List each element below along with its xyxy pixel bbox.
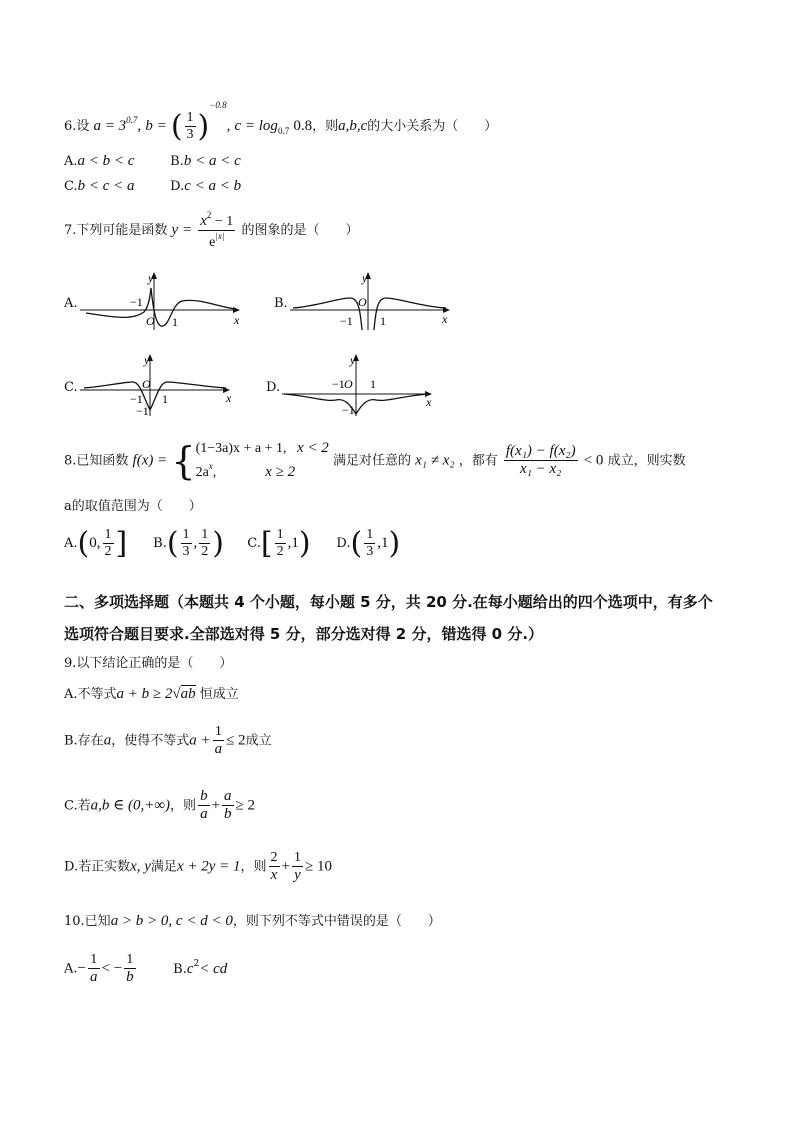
q9-option-a[interactable]: A.不等式a + b ≥ 2√ab 恒成立 xyxy=(64,686,239,702)
svg-text:−1: −1 xyxy=(130,295,143,309)
q10-options xyxy=(64,952,227,986)
svg-text:y: y xyxy=(148,271,154,285)
q8-fraction: $\frac{\text{f(x₁) − f(x₂)}}{\text{x₁ − x₂}}$ xyxy=(505,443,576,478)
q6-b-exp: −0.8 xyxy=(209,100,227,110)
q8-option-b[interactable]: B.( $\frac{1}{3}$ , $\frac{1}{2}$ ) xyxy=(153,526,225,561)
q6-option-b[interactable]: B.b < a < c xyxy=(170,153,241,169)
q9-option-b[interactable]: B.存在a，使得不等式a + $\frac{1}{a}$ ≤ 2成立 xyxy=(64,724,272,758)
q6-c-arg: 0.8 xyxy=(293,118,313,134)
q6-options-row1 xyxy=(64,153,241,170)
section2-heading-line1: 二、多项选择题（本题共 4 个小题，每小题 5 分，共 20 分.在每小题给出的四个选项中，有多个 xyxy=(64,593,713,611)
q6-a-expr: a = 3 xyxy=(93,118,127,134)
q8-stem: 8.已知函数 f(x) = {(1−3a)x + a + 1, x < 2 $2a^x$, x ≥ 2 满足对任意的 x₁ ≠ x₂ ，都有 $\frac{\text{f(x₁) − f(x₂)}}{\text{x₁ − x₂}}$ < 0 成立，则实数 xyxy=(64,438,686,483)
svg-text:−1: −1 xyxy=(136,404,149,418)
q7-lhs: y = xyxy=(171,222,193,239)
svg-text:O: O xyxy=(146,314,155,328)
q8-x-neq: x₁ ≠ x₂ xyxy=(415,452,455,469)
q6-option-c[interactable]: C.b < c < a xyxy=(64,178,135,194)
q9-option-d[interactable]: D.若正实数x, y满足x + 2y = 1，则 $\frac{2}{x}$ + $\frac{1}{y}$ ≥ 10 xyxy=(64,850,332,884)
q7-suffix: 的图象的是（ ） xyxy=(241,223,359,239)
svg-text:−1: −1 xyxy=(342,403,355,417)
svg-text:O: O xyxy=(358,295,367,309)
svg-text:1: 1 xyxy=(162,392,168,406)
q6-c-expr: c = log xyxy=(234,118,278,134)
q8-option-a[interactable]: A.(0, $\frac{1}{2}$ ] xyxy=(64,526,128,561)
q6-option-d[interactable]: D.c < a < b xyxy=(170,178,242,194)
q8-option-d[interactable]: D.( $\frac{1}{3}$ ,1) xyxy=(336,526,401,561)
q8-mid: 满足对任意的 xyxy=(332,453,411,469)
q6-options-row2 xyxy=(64,178,241,195)
svg-text:y: y xyxy=(144,353,150,367)
svg-text:−1: −1 xyxy=(130,392,143,406)
q7-prefix: 7.下列可能是函数 xyxy=(64,223,168,239)
q7-fraction: $\frac{x^2 - 1}{e^{|x|}}$ xyxy=(200,210,234,251)
section2-heading-line2: 选项符合题目要求.全部选对得 5 分，部分选对得 2 分，错选得 0 分.） xyxy=(64,625,544,643)
svg-text:O: O xyxy=(344,377,353,391)
q6-a-exp: 0.7 xyxy=(126,115,138,125)
q6-suffix: 的大小关系为（ ） xyxy=(367,119,498,134)
q6-prefix: 6.设 xyxy=(64,119,90,134)
q8-mid2: ，都有 xyxy=(458,453,498,469)
svg-text:O: O xyxy=(142,377,151,391)
q8-piecewise: (1−3a)x + a + 1, x < 2 $2a^x$, x ≥ 2 xyxy=(195,440,329,480)
q8-options xyxy=(64,526,400,561)
q8-fx: f(x) = xyxy=(132,452,168,469)
q6-stem: 6.设 $a = 3^{0.7}$, b = ( $\frac{1}{3}$ )$^{-0.8}$, $c = \log_{0.7} 0.8$，则a,b,c的大小关系为（ ） xyxy=(64,100,498,144)
svg-text:1: 1 xyxy=(370,377,376,391)
svg-text:y: y xyxy=(362,271,368,285)
q7-graph-c-label[interactable]: C. xyxy=(64,380,78,395)
q6-vars: a,b,c xyxy=(338,118,368,134)
q6-option-a[interactable]: A.a < b < c xyxy=(64,153,135,169)
q8-tail: 成立，则实数 xyxy=(607,453,686,469)
q7-graph-a-label[interactable]: A. xyxy=(64,296,78,311)
q9-option-c[interactable]: C.若a,b ∈ (0,+∞)，则 $\frac{b}{a}$ + $\frac{a}{b}$ ≥ 2 xyxy=(64,788,256,823)
q10-option-a[interactable]: A.− $\frac{1}{a}$ < − $\frac{1}{b}$ xyxy=(64,952,134,986)
svg-text:y: y xyxy=(350,353,356,367)
q8-lt0: < 0 xyxy=(583,452,604,469)
svg-text:−1: −1 xyxy=(332,377,345,391)
q6-stem-text: ，则 xyxy=(312,119,339,134)
q7-stem xyxy=(64,210,358,251)
svg-text:x: x xyxy=(442,312,448,326)
q8-line2: a的取值范围为（ ） xyxy=(64,499,202,514)
q6-c-base: 0.7 xyxy=(277,126,290,136)
q10-stem: 10.已知a > b > 0, c < d < 0，则下列不等式中错误的是（ ） xyxy=(64,913,441,929)
q7-graph-d[interactable] xyxy=(280,352,440,418)
svg-text:1: 1 xyxy=(172,315,178,329)
q7-graph-b[interactable] xyxy=(288,268,458,332)
q7-graph-c[interactable] xyxy=(78,352,238,418)
svg-text:1: 1 xyxy=(380,314,386,328)
q10-option-b[interactable]: $B.c^2<$ cd xyxy=(173,958,228,977)
q8-prefix: 8.已知函数 xyxy=(64,453,129,469)
svg-text:x: x xyxy=(426,395,432,409)
q7-graph-d-label[interactable]: D. xyxy=(266,380,281,395)
svg-text:x: x xyxy=(226,391,232,405)
q7-graph-a[interactable] xyxy=(78,268,248,332)
svg-text:−1: −1 xyxy=(340,314,353,328)
svg-text:x: x xyxy=(234,313,240,327)
q6-b-expr: b = xyxy=(145,118,167,134)
q8-option-c[interactable]: C.[ $\frac{1}{2}$ ,1) xyxy=(247,526,311,561)
q9-stem: 9.以下结论正确的是（ ） xyxy=(64,656,233,671)
q7-graph-b-label[interactable]: B. xyxy=(274,296,288,311)
